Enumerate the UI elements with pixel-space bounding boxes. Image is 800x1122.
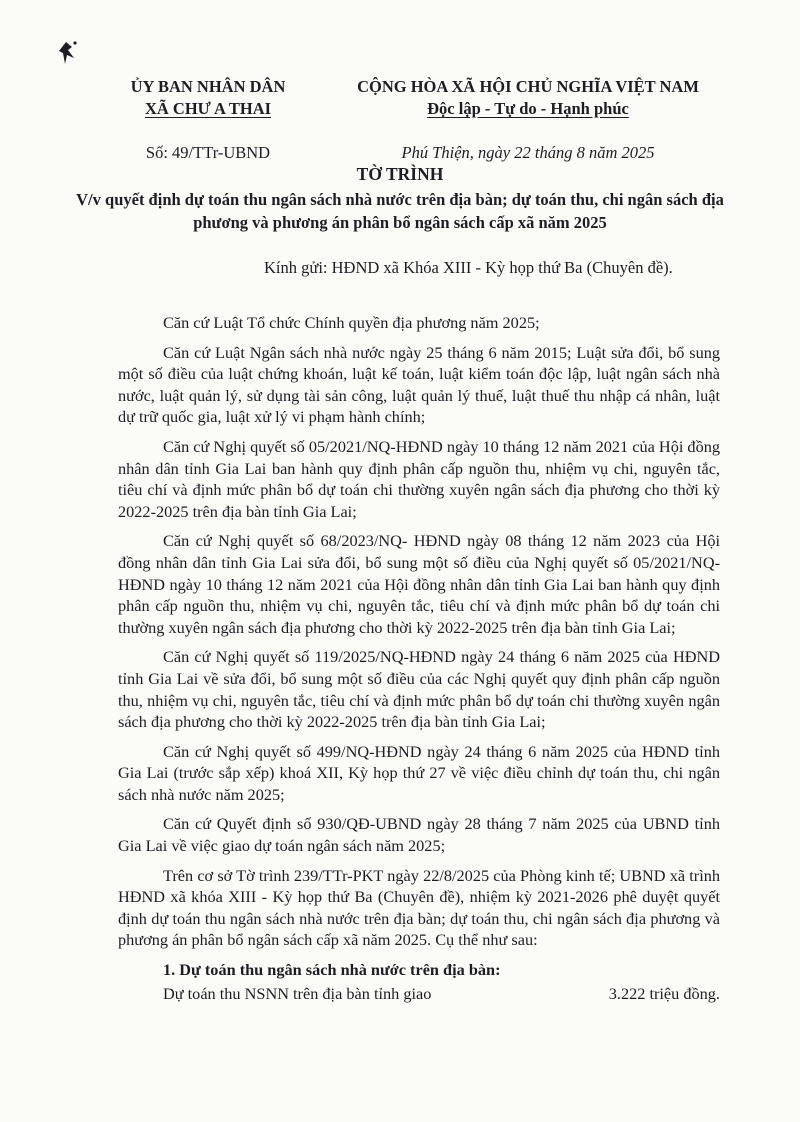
document-title: TỜ TRÌNH xyxy=(356,164,444,184)
place-date: Phú Thiện, ngày 22 tháng 8 năm 2025 xyxy=(401,143,655,162)
budget-item-value: 3.222 triệu đồng. xyxy=(608,983,720,1003)
org-line-1: ỦY BAN NHÂN DÂN xyxy=(130,77,286,96)
budget-line-item xyxy=(118,983,720,1005)
issuing-authority-block xyxy=(118,76,298,164)
body-paragraph: Trên cơ sở Tờ trình 239/TTr-PKT ngày 22/8/2025 của Phòng kinh tế; UBND xã trình HĐND xã khóa XIII - Kỳ họp thứ Ba (Chuyên đề), nhiệm kỳ 2021-2026 phê duyệt quyết định dự toán thu ngân sách nhà nước trên địa bàn; dự toán thu, chi ngân sách địa phương và phương án phân bổ ngân sách cấp xã năm 2025. Cụ thể như sau: xyxy=(118,865,720,950)
recipient-line: Kính gửi: HĐND xã Khóa XIII - Kỳ họp thứ Ba (Chuyên đề). xyxy=(264,258,673,277)
document-number: Số: 49/TTr-UBND xyxy=(145,143,271,162)
scan-ink-mark xyxy=(58,38,80,68)
body-paragraph: Căn cứ Luật Tổ chức Chính quyền địa phương năm 2025; xyxy=(163,313,540,332)
org-line-2: XÃ CHƯ A THAI xyxy=(144,99,272,118)
motto: Độc lập - Tự do - Hạnh phúc xyxy=(427,99,629,118)
nation-name: CỘNG HÒA XÃ HỘI CHỦ NGHĨA VIỆT NAM xyxy=(357,77,699,96)
body-paragraph: Căn cứ Nghị quyết số 119/2025/NQ-HĐND ngày 24 tháng 6 năm 2025 của HĐND tỉnh Gia Lai về sửa đổi, bổ sung một số điều của các Nghị quyết quy định phân cấp nguồn thu, nhiệm vụ chi, nguyên tắc, tiêu chí và định mức phân bổ dự toán chi thường xuyên ngân sách địa phương cho thời kỳ 2022-2025 trên địa bàn tỉnh Gia Lai; xyxy=(118,647,720,732)
body-paragraph: Căn cứ Nghị quyết số 499/NQ-HĐND ngày 24 tháng 6 năm 2025 của HĐND tỉnh Gia Lai (trước sắp xếp) khoá XII, Kỳ họp thứ 27 về việc điều chỉnh dự toán thu, chi ngân sách nhà nước năm 2025; xyxy=(118,741,720,804)
section-heading: 1. Dự toán thu ngân sách nhà nước trên địa bàn: xyxy=(163,960,501,980)
body-paragraph: Căn cứ Quyết định số 930/QĐ-UBND ngày 28 tháng 7 năm 2025 của UBND tỉnh Gia Lai về việc giao dự toán ngân sách năm 2025; xyxy=(118,814,720,856)
document-subject: V/v quyết định dự toán thu ngân sách nhà nước trên địa bàn; dự toán thu, chi ngân sách địa phương và phương án phân bổ ngân sách cấp xã năm 2025 xyxy=(76,190,724,232)
body-paragraph: Căn cứ Luật Ngân sách nhà nước ngày 25 tháng 6 năm 2015; Luật sửa đổi, bổ sung một số điều của luật chứng khoán, luật kế toán, luật kiểm toán độc lập, luật ngân sách nhà nước, luật quản lý, sử dụng tài sản công, luật quản lý thuế, luật thuế thu nhập cá nhân, luật dự trữ quốc gia, luật xử lý vi phạm hành chính; xyxy=(118,342,720,427)
budget-item-label: Dự toán thu NSNN trên địa bàn tỉnh giao xyxy=(163,983,432,1003)
national-header-block xyxy=(318,76,738,164)
body-paragraph: Căn cứ Nghị quyết số 68/2023/NQ- HĐND ngày 08 tháng 12 năm 2023 của Hội đồng nhân dân tỉnh Gia Lai sửa đổi, bổ sung một số điều của Nghị quyết số 05/2021/NQ-HĐND ngày 10 tháng 12 năm 2021 của Hội đồng nhân dân tỉnh Gia Lai ban hành quy định phân cấp nguồn thu, nhiệm vụ chi, nguyên tắc, tiêu chí và định mức phân bổ dự toán chi thường xuyên ngân sách địa phương cho thời kỳ 2022-2025 trên địa bàn tỉnh Gia Lai; xyxy=(118,531,720,637)
body-paragraph: Căn cứ Nghị quyết số 05/2021/NQ-HĐND ngày 10 tháng 12 năm 2021 của Hội đồng nhân dân tỉnh Gia Lai ban hành quy định phân cấp nguồn thu, nhiệm vụ chi, nguyên tắc, tiêu chí và định mức phân bổ dự toán chi thường xuyên ngân sách địa phương cho thời kỳ 2022-2025 trên địa bàn tỉnh Gia Lai; xyxy=(118,436,720,521)
document-body xyxy=(118,312,720,1004)
